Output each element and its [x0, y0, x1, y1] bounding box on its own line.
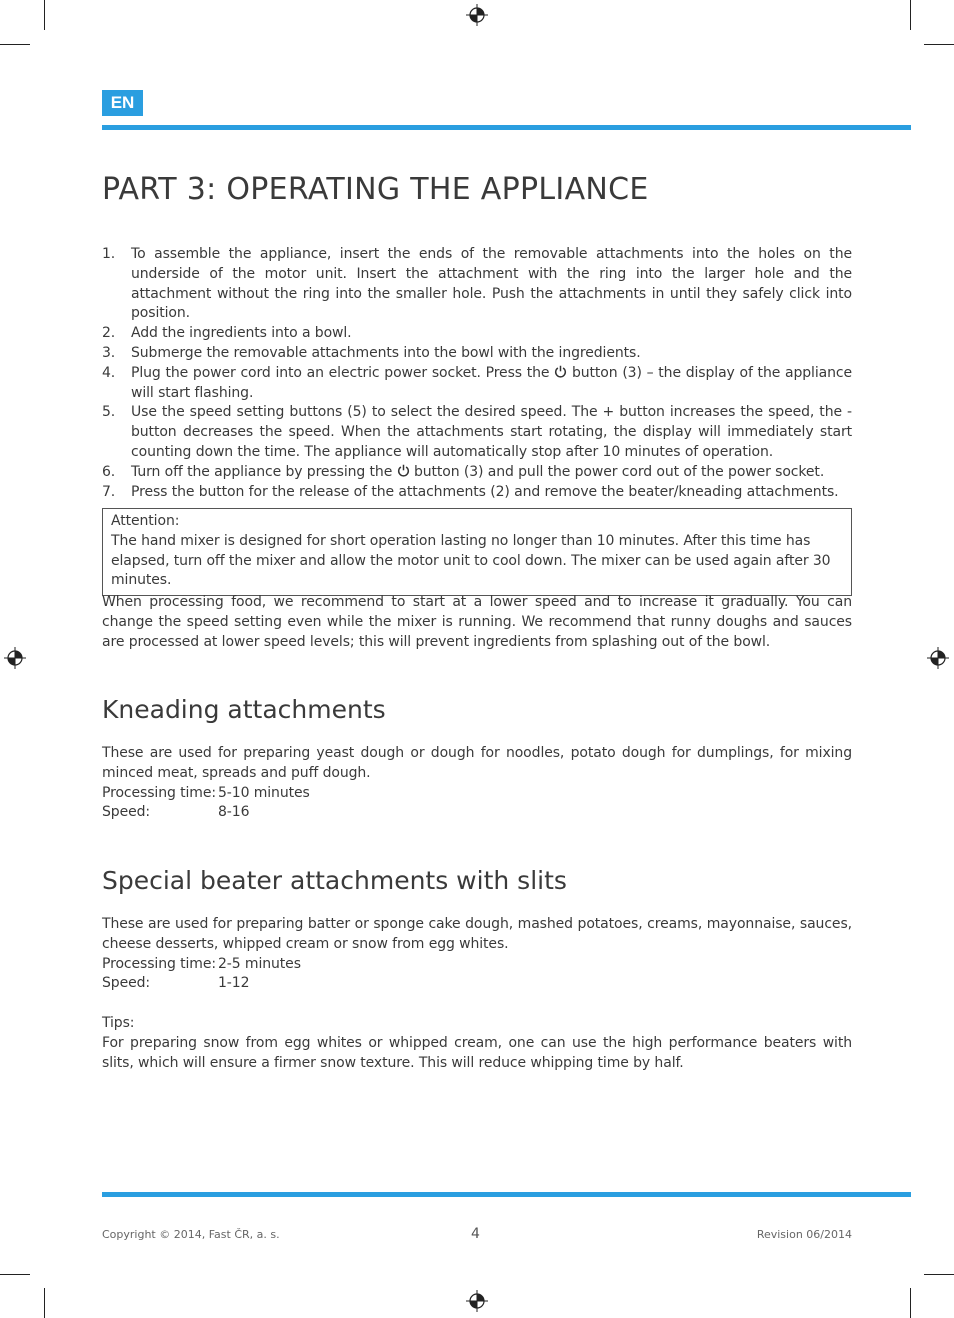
crop-mark: [44, 0, 45, 30]
steps-list: [102, 245, 852, 502]
language-badge: EN: [102, 90, 143, 116]
speed-row: [102, 803, 852, 823]
crop-mark: [910, 0, 911, 30]
tips-label: Tips:: [102, 1015, 135, 1031]
step-text-before: Plug the power cord into an electric power socket. Press the: [131, 364, 550, 381]
list-item: [102, 324, 852, 344]
processing-time-value: 5-10 minutes: [218, 784, 310, 801]
attention-text: The hand mixer is designed for short operation lasting no longer than 10 minutes. After this time has elapsed, turn off the mixer and allow the motor unit to cool down. The mixer can be used again after 30 minutes.: [111, 532, 831, 589]
step-text-before: Turn off the appliance by pressing the: [131, 463, 393, 480]
speed-label: Speed:: [102, 975, 151, 992]
step-number: 1.: [102, 246, 116, 262]
step-text: Submerge the removable attachments into the bowl with the ingredients.: [131, 344, 641, 361]
attention-box: [102, 508, 852, 596]
footer-copyright: Copyright © 2014, Fast ČR, a. s.: [102, 1228, 280, 1241]
speed-value: 1-12: [218, 975, 250, 992]
speed-label: Speed:: [102, 804, 151, 821]
list-item: [102, 344, 852, 364]
power-icon: [397, 464, 410, 477]
tips-section: [102, 1014, 852, 1073]
step-number: 2.: [102, 325, 116, 342]
registration-mark-icon: [927, 647, 949, 669]
beater-heading: Special beater attachments with slits: [102, 866, 567, 895]
attention-label: Attention:: [111, 513, 180, 529]
processing-time-row: [102, 955, 852, 975]
registration-mark-icon: [466, 1290, 488, 1312]
step-number: 5.: [102, 404, 116, 421]
processing-time-row: [102, 784, 852, 804]
crop-mark: [910, 1288, 911, 1318]
crop-mark: [0, 44, 30, 45]
list-item: [102, 463, 852, 483]
processing-time-value: 2-5 minutes: [218, 955, 301, 972]
speed-value: 8-16: [218, 804, 250, 821]
list-item: [102, 483, 852, 503]
step-text-after: button (3) and pull the power cord out of the power socket.: [413, 463, 825, 480]
page-title: PART 3: OPERATING THE APPLIANCE: [102, 172, 649, 207]
step-text: Add the ingredients into a bowl.: [131, 325, 352, 342]
kneading-section: [102, 744, 852, 823]
registration-mark-icon: [4, 647, 26, 669]
list-item: [102, 364, 852, 404]
header-rule: [102, 125, 911, 130]
footer-revision: Revision 06/2014: [756, 1228, 852, 1241]
power-icon: [554, 365, 567, 378]
beater-description: These are used for preparing batter or sponge cake dough, mashed potatoes, creams, mayonnaise, sauces, cheese desserts, whipped cream or snow from egg whites.: [102, 916, 852, 952]
crop-mark: [924, 44, 954, 45]
crop-mark: [44, 1288, 45, 1318]
step-text: To assemble the appliance, insert the ends of the removable attachments into the holes on the underside of the motor unit. Insert the attachment with the ring into the larger hole and the attachment without the ring into the smaller hole. Push the attachments in until they safely click into position.: [131, 246, 852, 322]
registration-mark-icon: [466, 4, 488, 26]
kneading-heading: Kneading attachments: [102, 695, 386, 724]
processing-time-label: Processing time:: [102, 784, 216, 801]
list-item: [102, 245, 852, 324]
recommendation-paragraph: When processing food, we recommend to start at a lower speed and to increase it gradually. You can change the speed setting even while the mixer is running. We recommend that runny doughs and sauces are processed at lower speed levels; this will prevent ingredients from splashing out of the bowl.: [102, 594, 852, 650]
step-number: 4.: [102, 364, 116, 381]
speed-row: [102, 974, 852, 994]
step-text: Use the speed setting buttons (5) to select the desired speed. The + button increases the speed, the - button decreases the speed. When the attachments start rotating, the display will immediately start counting down the time. The appliance will automatically stop after 10 minutes of operation.: [131, 404, 852, 460]
tips-text: For preparing snow from egg whites or whipped cream, one can use the high performance beaters with slits, which will ensure a firmer snow texture. This will reduce whipping time by half.: [102, 1034, 852, 1071]
footer-rule: [102, 1192, 911, 1197]
step-number: 6.: [102, 463, 116, 480]
processing-time-label: Processing time:: [102, 955, 216, 972]
step-text: Press the button for the release of the attachments (2) and remove the beater/kneading attachments.: [131, 483, 839, 500]
beater-section: [102, 915, 852, 994]
kneading-description: These are used for preparing yeast dough or dough for noodles, potato dough for dumplings, for mixing minced meat, spreads and puff dough.: [102, 745, 852, 781]
step-number: 3.: [102, 344, 116, 361]
step-text-after: button (3) – the display of the appliance will start flashing.: [131, 364, 852, 401]
page-number: 4: [471, 1226, 480, 1242]
crop-mark: [0, 1274, 30, 1275]
step-number: 7.: [102, 483, 116, 500]
crop-mark: [924, 1274, 954, 1275]
list-item: [102, 403, 852, 462]
